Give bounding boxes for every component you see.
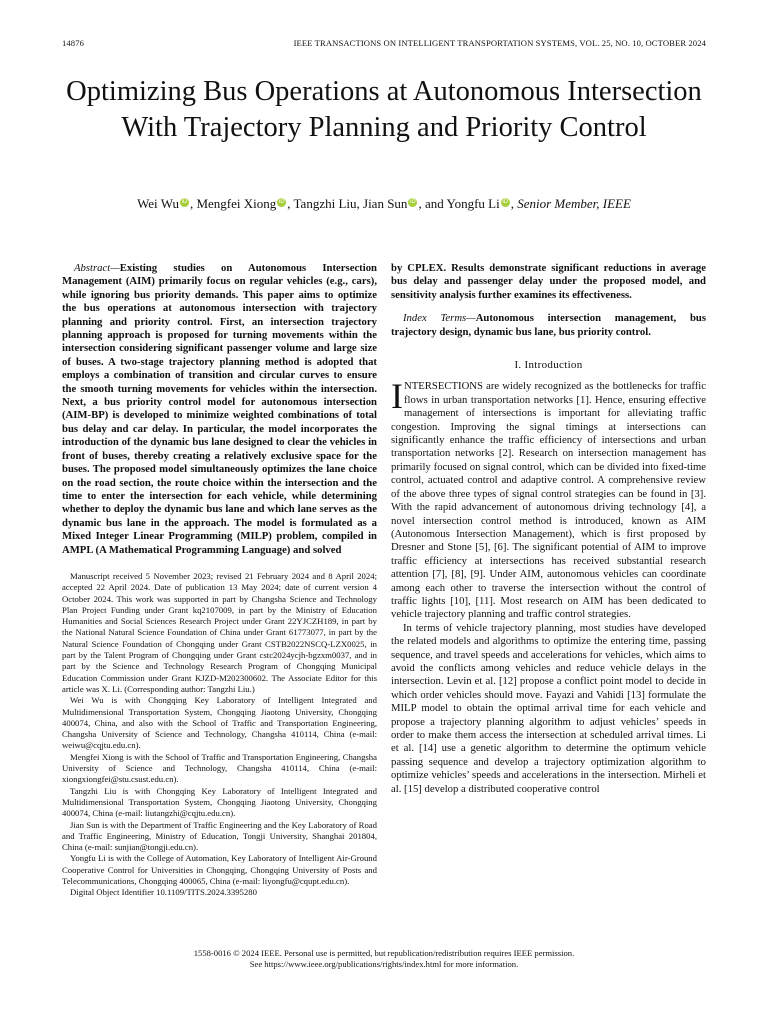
author-name: Mengfei Xiong xyxy=(196,196,277,211)
orcid-icon[interactable]: iD xyxy=(502,198,509,205)
footnote-affiliation: Yongfu Li is with the College of Automation, Key Laboratory of Intelligent Air-Ground Cooperative Control for Universities in Chongqing, Chongqing University of Posts and Telecommunications, Chongqing 400065, China (e-mail: liyongfu@cqupt.edu.cn). xyxy=(62,853,377,887)
footnotes xyxy=(62,571,377,899)
left-column xyxy=(62,262,377,557)
author-name: Tangzhi Liu xyxy=(293,196,357,211)
drop-cap: I xyxy=(391,376,403,417)
journal-name: IEEE TRANSACTIONS ON INTELLIGENT TRANSPORTATION SYSTEMS, VOL. 25, NO. 10, OCTOBER 2024 xyxy=(293,38,706,48)
footnote-affiliation: Mengfei Xiong is with the School of Traffic and Transportation Engineering, Changsha University of Science and Technology, Changsha 410114, China (e-mail: xiongxiongfei@stu.csust.edu.cn). xyxy=(62,751,377,785)
intro-paragraph xyxy=(391,376,706,621)
intro-paragraph: In terms of vehicle trajectory planning, most studies have developed the related models and algorithms to optimize the entering time, passing sequence, and travel speeds and accelerations for vehicles, which aims to avoid the conflicts among vehicles and reduce vehicle delays in the intersection. Levin et al. [12] propose a conflict point model to decide in which order vehicles should move. Fayazi and Vahidi [13] formulate the MILP model to obtain the optimal arrival time for each vehicle and propose a trajectory planning algorithm to adjust vehicles’ speeds in order to make them access the intersection at scheduled arrival times. Li et al. [14] use a genetic algorithm to determine the optimum vehicle passing sequence and develop a trajectory optimization algorithm to optimize vehicles’ speeds and accelerations in the intersection. Mirheli et al. [15] develop a distributed cooperative control xyxy=(391,621,706,795)
paper-title: Optimizing Bus Operations at Autonomous Intersection With Trajectory Planning and Priority Control xyxy=(66,76,702,143)
index-terms xyxy=(391,312,706,339)
introduction-body xyxy=(391,376,706,796)
author-list: Wei Wu iD , Mengfei Xiong iD , Tangzhi Liu, Jian Sun iD , and Yongfu Li iD , Senior Member, IEEE xyxy=(137,196,631,211)
orcid-icon[interactable]: iD xyxy=(278,198,285,205)
index-terms-text: Autonomous intersection management, bus trajectory design, dynamic bus lane, bus priority control. xyxy=(391,312,706,338)
orcid-icon[interactable]: iD xyxy=(181,198,188,205)
footnote-affiliation: Jian Sun is with the Department of Traffic Engineering and the Key Laboratory of Road and Traffic Engineering, Ministry of Education, Tongji University, Shanghai 201804, China (e-mail: sunjian@tongji.edu.cn). xyxy=(62,819,377,853)
abstract-continued: by CPLEX. Results demonstrate significant reductions in average bus delay and passenger delay under the proposed model, and sensitivity analysis further examines its effectiveness. xyxy=(391,262,706,301)
orcid-icon[interactable]: iD xyxy=(410,198,416,205)
copyright-line: 1558-0016 © 2024 IEEE. Personal use is permitted, but republication/redistribution requires IEEE permission. xyxy=(193,948,575,958)
intro-paragraph-text: NTERSECTIONS are widely recognized as the bottlenecks for traffic flows in urban transportation networks [1]. Hence, ensuring effective management of intersections is important for alleviating traffic congestion. Improving the signal timings at intersections can significantly enhance the traffic efficiency of intersections and urban transportation networks [2]. Research on intersection management has primarily focused on signal control, which can be divided into fixed-time control, actuated control and adaptive control. A comprehensive review of the above three types of signal control strategies can be found in [3]. With the rapid advancement of autonomous driving technology [4], a novel intersection control method is introduced, known as AIM (Autonomous Intersection Management), which is first proposed by Dresner and Stone [5], [6]. The significant potential of AIM to improve traffic efficiency at intersections has received substantial research attention [7], [8], [9]. Under AIM, autonomous vehicles can coordinate among each other to traverse the intersection without the control of traffic lights [10], [11]. Most research on AIM has been dedicated to vehicle trajectory planning and traffic control strategies. xyxy=(391,380,706,621)
footnote-manuscript: Manuscript received 5 November 2023; revised 21 February 2024 and 8 April 2024; accepted 22 April 2024. Date of publication 13 May 2024; date of current version 4 October 2024. This work was supported in part by Changsha Science and Technology Plan Project Funding under Grant kq2107009, in part by the Ministry of Education Humanities and Social Sciences Research Project under Grant 22YJCZH189, in part by the National Natural Science Foundation of China under Grant 61773077, in part by the Natural Science Foundation of Chongqing under Grant CSTB2022NSCQ-LZX0025, in part by the Talent Program of Chongqing under Grant cstc2024ycjh-bgzxm0037, and in part by the Science and Technology Research Program of Chongqing Municipal Education Commission under Grant KJZD-M202300602. The Associate Editor for this article was X. Li. (Corresponding author: Tangzhi Liu.) xyxy=(62,571,377,694)
page-number: 14876 xyxy=(62,38,84,48)
right-column xyxy=(391,262,706,796)
author-membership: Senior Member, IEEE xyxy=(517,196,631,211)
footnote-affiliation: Wei Wu is with Chongqing Key Laboratory of Intelligent Integrated and Multidimensional Transportation System, Chongqing Jiaotong University, Chongqing 400074, China, and also with the School of Traffic and Transportation Engineering, Changsha University of Science and Technology, Changsha 410114, China (e-mail: weiwu@cqjtu.edu.cn). xyxy=(62,695,377,751)
rights-link-line: See https://www.ieee.org/publications/rights/index.html for more information. xyxy=(249,959,519,969)
index-terms-label: Index Terms— xyxy=(403,312,476,325)
abstract xyxy=(62,262,377,557)
abstract-text: Existing studies on Autonomous Intersection Management (AIM) primarily focus on regular vehicles (e.g., cars), while ignoring bus priority demands. This paper aims to optimize the bus operations at autonomous intersection with trajectory planning and priority control. First, an intersection trajectory planning approach is proposed for turning movements within the intersection considering significant passenger volume and large size of buses. A two-stage trajectory planning method is adopted that employs a combination of transition and circular curves to ensure the smooth turning movements for vehicles within the intersection. Next, a bus priority control model for autonomous intersection (AIM-BP) is developed to minimize weighted combinations of total bus delay and car delay. In particular, the model incorporates the introduction of the dynamic bus lane designed to clear the vehicles in front of buses, thereby creating a relatively exclusive space for the buses. The proposed model simultaneously optimizes the lane choice on the road section, the route choice within the intersection and the time to enter the intersection for each vehicle, while determining whether to deploy the dynamic bus lane and which lane serves as the dynamic bus lane in the approach. The model is formulated as a Mixed Integer Linear Programming (MILP) problem, compiled in AMPL (A Mathematical Programming Language) and solved xyxy=(62,262,377,556)
abstract-label: Abstract— xyxy=(74,262,120,274)
author-name: Jian Sun xyxy=(363,196,408,211)
section-title: Introduction xyxy=(524,359,583,372)
section-heading xyxy=(391,359,706,372)
footnote-doi: Digital Object Identifier 10.1109/TITS.2024.3395280 xyxy=(70,887,257,898)
footnote-affiliation: Tangzhi Liu is with Chongqing Key Laboratory of Intelligent Integrated and Multidimensional Transportation System, Chongqing Jiaotong University, Chongqing 400074, China (e-mail: liutangzhi@cqjtu.edu.cn). xyxy=(62,785,377,819)
author-name: Wei Wu xyxy=(137,196,179,211)
author-name: Yongfu Li xyxy=(446,196,500,211)
copyright-footer xyxy=(62,948,706,970)
section-number: I. xyxy=(514,359,522,372)
